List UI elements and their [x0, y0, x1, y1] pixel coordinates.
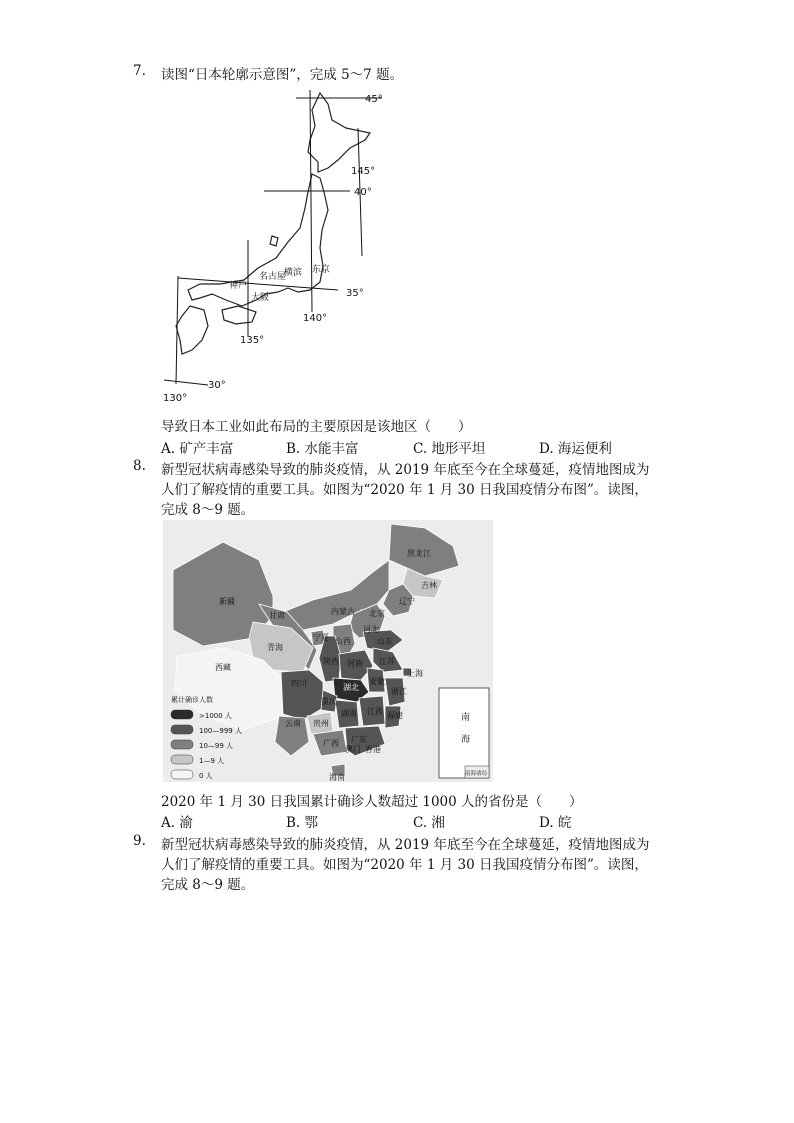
q7-option-a[interactable]: A. 矿产丰富: [161, 441, 234, 457]
label-liaoning: 辽宁: [399, 597, 415, 606]
legend-swatch-4: [171, 755, 193, 764]
label-guangxi: 广西: [323, 739, 339, 748]
q7-option-d[interactable]: D. 海运便利: [539, 441, 612, 457]
legend-item-2: [171, 725, 242, 735]
label-hongkong: 香港: [365, 745, 381, 754]
label-shanxi: 山西: [335, 637, 351, 646]
inset-label-nan: 南: [461, 713, 471, 723]
question-8-stem-line-3: 完成 8～9 题。: [161, 502, 255, 518]
legend-swatch-5: [171, 770, 193, 779]
legend-label-1: >1000 人: [199, 712, 232, 720]
label-anhui: 安徽: [369, 677, 385, 686]
city-label-kobe: 神户: [229, 281, 248, 291]
label-xizang: 西藏: [215, 663, 231, 672]
label-sichuan: 四川: [291, 679, 307, 688]
q8-option-c[interactable]: C. 湘: [413, 815, 445, 831]
legend-title: 累计确诊人数: [171, 696, 213, 704]
label-shandong: 山东: [377, 637, 393, 646]
q8-option-b[interactable]: B. 鄂: [286, 815, 319, 831]
label-hebei: 河北: [363, 625, 379, 634]
question-9-number: 9.: [133, 833, 146, 849]
city-label-osaka: 大阪: [251, 293, 270, 303]
sado-island: [270, 236, 278, 246]
legend-swatch-3: [171, 740, 193, 749]
legend-label-5: 0 人: [199, 772, 213, 780]
legend-swatch-2: [171, 725, 193, 734]
legend-label-2: 100—999 人: [199, 727, 242, 735]
japan-outline-map: [160, 88, 390, 410]
lon-label-145: 145°: [351, 166, 376, 177]
question-7-text: 导致日本工业如此布局的主要原因是该地区（ ）: [161, 419, 472, 435]
inset-label-hai: 海: [461, 735, 471, 745]
city-label-nagoya: 名古屋: [259, 272, 287, 282]
label-zhejiang: 浙江: [391, 687, 407, 696]
label-hubei: 湖北: [343, 683, 359, 692]
legend-swatch-1: [171, 710, 193, 719]
label-neimenggu: 内蒙古: [331, 607, 355, 616]
label-jiangsu: 江苏: [379, 657, 395, 666]
lon-label-135: 135°: [240, 335, 265, 346]
label-beijing: 北京: [369, 609, 385, 618]
question-9-stem-line-2: 人们了解疫情的重要工具。如图为“2020 年 1 月 30 日我国疫情分布图”。读图，: [161, 857, 648, 873]
question-7-number: 7.: [133, 63, 146, 79]
question-7-stem: 读图“日本轮廓示意图”，完成 5～7 题。: [161, 67, 404, 83]
china-epidemic-map: [163, 520, 493, 782]
label-macau: 澳门: [345, 745, 361, 754]
lat-label-40: 40°: [354, 187, 372, 198]
label-fujian: 福建: [387, 711, 403, 720]
hokkaido-outline: [308, 93, 370, 172]
label-henan: 河南: [347, 659, 363, 668]
city-label-yokohama: 横滨: [284, 268, 303, 278]
label-shanghai: 上海: [407, 669, 423, 678]
legend-item-1: [171, 710, 232, 720]
label-yunnan: 云南: [285, 719, 301, 728]
label-qinghai: 青海: [267, 643, 283, 652]
label-heilongjiang: 黑龙江: [407, 549, 431, 558]
inset-caption: 南海诸岛: [465, 771, 488, 777]
q7-option-b[interactable]: B. 水能丰富: [286, 441, 359, 457]
south-china-sea-inset: [439, 688, 489, 778]
q7-option-c[interactable]: C. 地形平坦: [413, 441, 486, 457]
question-8-stem-line-2: 人们了解疫情的重要工具。如图为“2020 年 1 月 30 日我国疫情分布图”。读图，: [161, 482, 648, 498]
lat-label-45: 45°: [365, 94, 383, 105]
legend-item-3: [171, 740, 233, 750]
q8-option-a[interactable]: A. 渝: [161, 815, 193, 831]
question-8-text: 2020 年 1 月 30 日我国累计确诊人数超过 1000 人的省份是（ ）: [161, 794, 583, 810]
kyushu-outline: [176, 306, 208, 354]
label-hainan: 海南: [329, 773, 345, 782]
question-9-stem-line-1: 新型冠状病毒感染导致的肺炎疫情，从 2019 年底至今在全球蔓延，疫情地图成为: [161, 837, 650, 853]
q8-option-d[interactable]: D. 皖: [539, 815, 572, 831]
label-guizhou: 贵州: [313, 719, 329, 728]
label-xinjiang: 新疆: [219, 597, 235, 606]
question-8-stem-line-1: 新型冠状病毒感染导致的肺炎疫情，从 2019 年底至今在全球蔓延，疫情地图成为: [161, 462, 650, 478]
question-8-number: 8.: [133, 458, 146, 474]
legend-label-4: 1—9 人: [199, 757, 225, 765]
label-jiangxi: 江西: [367, 707, 383, 716]
shikoku-outline: [222, 306, 256, 324]
honshu-outline: [188, 174, 331, 306]
label-ningxia: 宁夏: [313, 633, 329, 642]
label-hunan: 湖南: [341, 709, 357, 718]
label-gansu: 甘肃: [269, 611, 285, 620]
label-guangdong: 广东: [351, 735, 367, 744]
legend-label-3: 10—99 人: [199, 742, 234, 750]
lat-label-35: 35°: [346, 288, 364, 299]
label-jilin: 吉林: [421, 581, 437, 590]
label-chongqing: 重庆: [321, 697, 337, 706]
lon-label-140: 140°: [303, 313, 328, 324]
lat-label-30: 30°: [208, 380, 226, 391]
label-shaanxi: 陕西: [323, 657, 339, 666]
lon-label-130: 130°: [163, 393, 188, 404]
city-label-tokyo: 东京: [312, 265, 331, 275]
question-9-stem-line-3: 完成 8～9 题。: [161, 877, 255, 893]
